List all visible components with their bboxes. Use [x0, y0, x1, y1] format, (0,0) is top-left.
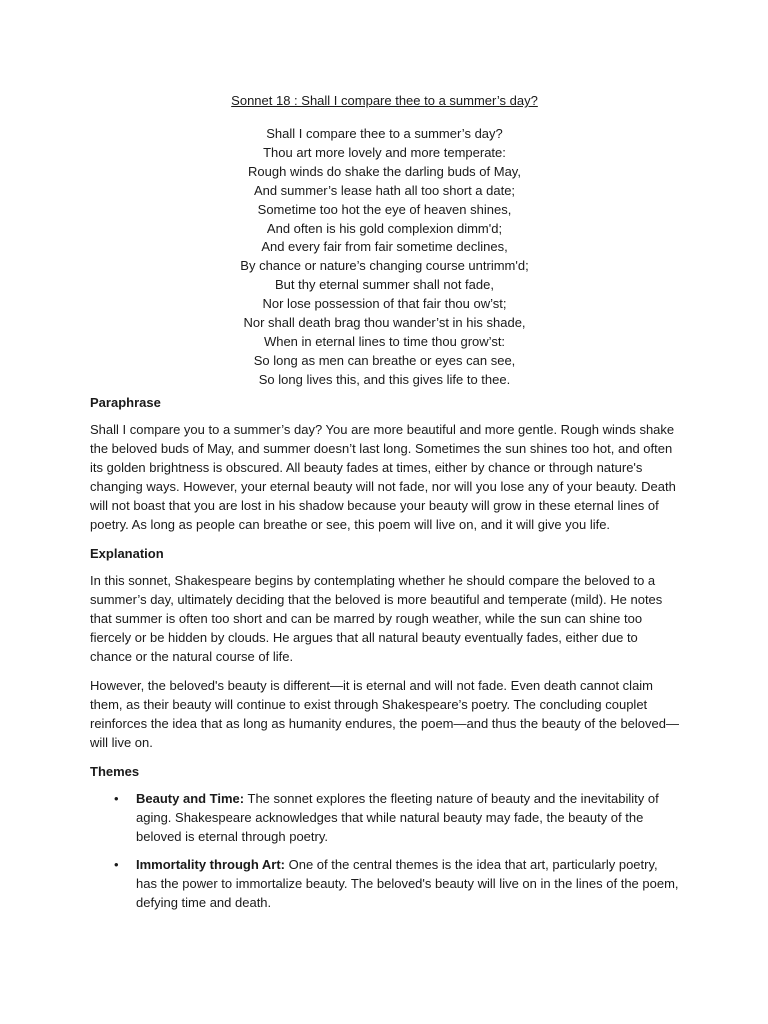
bullet-icon: •	[114, 790, 119, 806]
theme-term: Immortality through Art:	[136, 856, 286, 872]
poem-line: Thou art more lovely and more temperate:	[263, 144, 506, 160]
poem-line: Rough winds do shake the darling buds of May,	[248, 163, 521, 179]
poem-line: Nor shall death brag thou wander’st in his shade,	[243, 315, 526, 331]
explanation-paragraph: In this sonnet, Shakespeare begins by contemplating whether he should compare the beloved to a summer’s day, ultimately deciding that the beloved is more beautiful and temperate (mild). He notes that summer is often too short and can be marred by rough weather, while the sun can shine too fiercely or be hidden by clouds. He argues that all natural beauty eventually fades, either due to chance or the natural course of life.	[90, 572, 663, 664]
poem-line: Shall I compare thee to a summer’s day?	[266, 126, 503, 141]
poem-line: When in eternal lines to time thou grow’st:	[263, 333, 506, 349]
themes-heading: Themes	[90, 763, 140, 779]
poem-line: And summer’s lease hath all too short a date;	[253, 182, 516, 198]
theme-item	[114, 855, 679, 912]
paraphrase-text: Shall I compare you to a summer’s day? You are more beautiful and more gentle. Rough winds shake the beloved buds of May, and summer doesn’t last long. Sometimes the sun shines too hot, and often its golden brightness is obscured. All beauty fades at times, either by chance or through nature's changing ways. However, your eternal beauty will not fade, nor will you lose any of your beauty. Death will not boast that you are lost in his shadow because your beauty will grow in these eternal lines of poetry. As long as people can breathe or see, this poem will live on, and it will give you life.	[90, 421, 676, 532]
poem-line: So long lives this, and this gives life to thee.	[258, 371, 511, 387]
theme-term: Beauty and Time:	[136, 790, 245, 806]
theme-item	[114, 789, 679, 846]
explanation-paragraph: However, the beloved's beauty is different—it is eternal and will not fade. Even death cannot claim them, as their beauty will continue to exist through Shakespeare’s poetry. The concluding couplet reinforces the idea that as long as humanity endures, the poem—and thus the beauty of the beloved—will live on.	[90, 677, 679, 750]
themes-list	[90, 789, 679, 912]
explanation-heading: Explanation	[90, 545, 164, 561]
sonnet-poem	[90, 125, 679, 390]
poem-line: So long as men can breathe or eyes can see,	[253, 352, 516, 368]
poem-line: Nor lose possession of that fair thou ow’st;	[262, 296, 507, 312]
page-title: Sonnet 18 : Shall I compare thee to a summer’s day?	[231, 93, 538, 108]
poem-line: But thy eternal summer shall not fade,	[275, 277, 494, 293]
poem-line: By chance or nature’s changing course untrimm'd;	[240, 258, 529, 274]
bullet-icon: •	[114, 856, 119, 872]
theme-description: One of the central themes is the idea that art, particularly poetry, has the power to immortalize beauty. The beloved's beauty will live on in the lines of the poem, defying time and death.	[136, 856, 679, 910]
paraphrase-heading: Paraphrase	[90, 394, 161, 410]
poem-line: And often is his gold complexion dimm'd;	[266, 220, 503, 236]
poem-line: Sometime too hot the eye of heaven shines,	[257, 201, 512, 217]
theme-description: The sonnet explores the fleeting nature of beauty and the inevitability of aging. Shakespeare acknowledges that while natural beauty may fade, the beauty of the beloved is eternal through poetry.	[136, 790, 659, 844]
poem-line: And every fair from fair sometime declines,	[261, 239, 508, 255]
